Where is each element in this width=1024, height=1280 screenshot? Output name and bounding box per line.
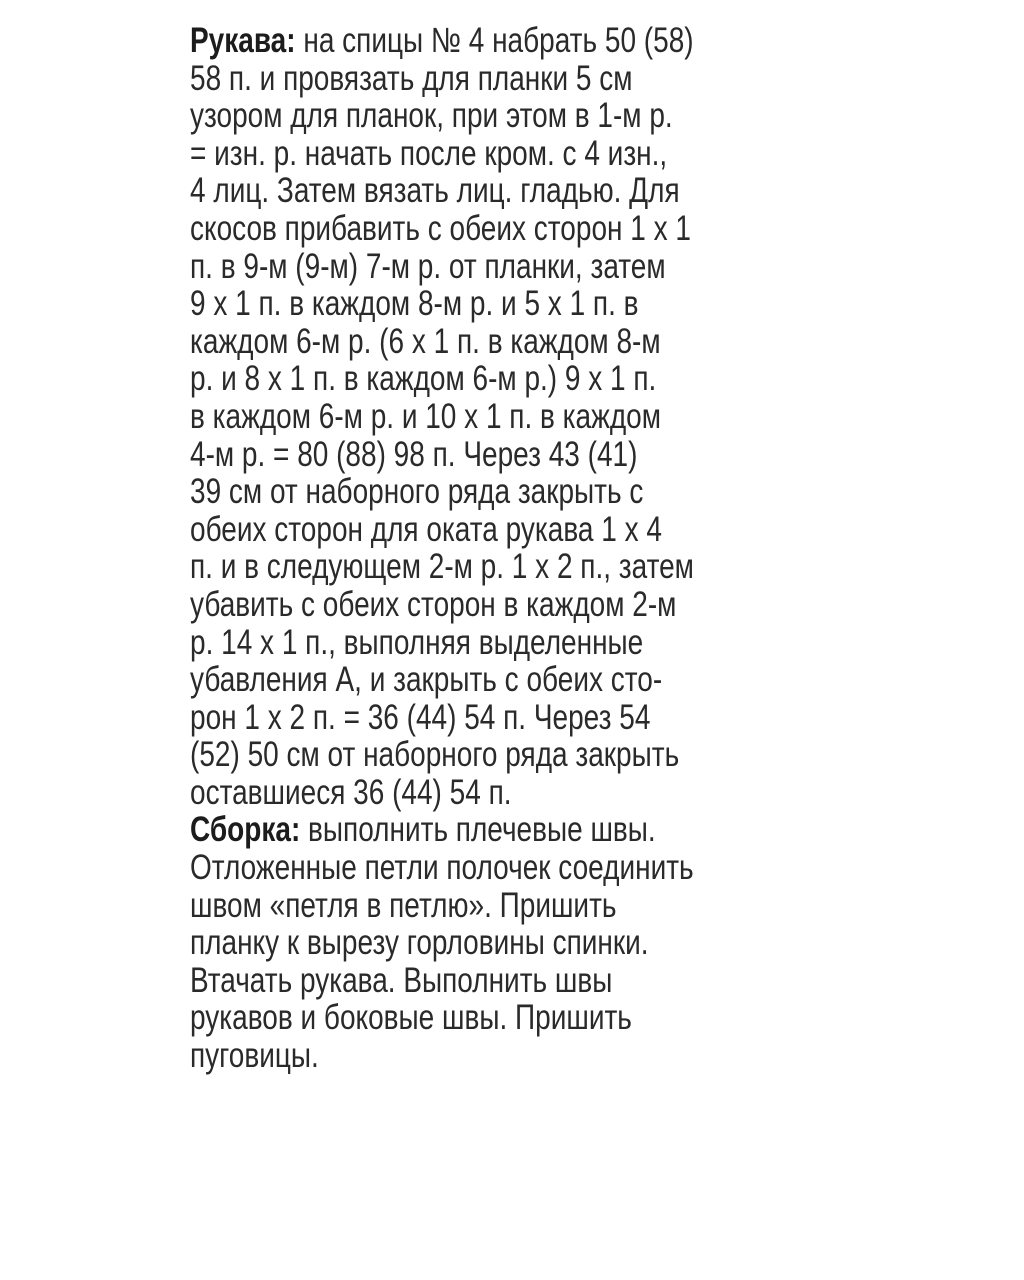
text-line: р. 14 х 1 п., выполняя выделенные [190,622,644,662]
text-line: планку к вырезу горловины спинки. [190,923,649,963]
text-line: р. и 8 х 1 п. в каждом 6-м р.) 9 х 1 п. [190,359,657,399]
text-line: п. и в следующем 2-м р. 1 х 2 п., затем [190,547,694,587]
text-line: швом «петля в петлю». Пришить [190,885,617,925]
text-line: убавить с обеих сторон в каждом 2-м [190,584,677,624]
section-heading-assembly: Сборка: [190,810,301,850]
instruction-text [190,22,810,1075]
text-line: убавления А, и закрыть с обеих сто- [190,660,663,700]
text-line [190,811,686,849]
text-fragment: на спицы № 4 набрать 50 (58) [295,21,694,60]
text-fragment: выполнить плечевые швы. [300,810,656,850]
text-line: скосов прибавить с обеих сторон 1 х 1 [190,208,691,248]
text-line: п. в 9-м (9-м) 7-м р. от планки, затем [190,246,666,286]
text-line: = изн. р. начать после кром. с 4 изн., [190,133,668,173]
text-line: Втачать рукава. Выполнить швы [190,960,613,1000]
text-line: обеих сторон для оката рукава 1 х 4 [190,509,662,549]
section-heading-sleeves: Рукава: [190,21,296,60]
text-line: рон 1 х 2 п. = 36 (44) 54 п. Через 54 [190,697,651,737]
text-line: (52) 50 см от наборного ряда закрыть [190,735,680,775]
text-line: 39 см от наборного ряда закрыть с [190,472,644,512]
text-line: каждом 6-м р. (6 х 1 п. в каждом 8-м [190,321,661,361]
text-line: 4-м р. = 80 (88) 98 п. Через 43 (41) [190,434,638,474]
text-line: узором для планок, при этом в 1-м р. [190,96,673,136]
text-line: 4 лиц. Затем вязать лиц. гладью. Для [190,171,680,211]
text-line: оставшиеся 36 (44) 54 п. [190,772,512,812]
text-line: Отложенные петли полочек соединить [190,848,694,888]
text-line: 58 п. и провязать для планки 5 см [190,58,633,98]
text-line: рукавов и боковые швы. Пришить [190,998,632,1038]
text-line: пуговицы. [190,1036,319,1076]
text-line [190,21,694,60]
text-line: в каждом 6-м р. и 10 х 1 п. в каждом [190,396,661,436]
text-line: 9 х 1 п. в каждом 8-м р. и 5 х 1 п. в [190,284,639,324]
